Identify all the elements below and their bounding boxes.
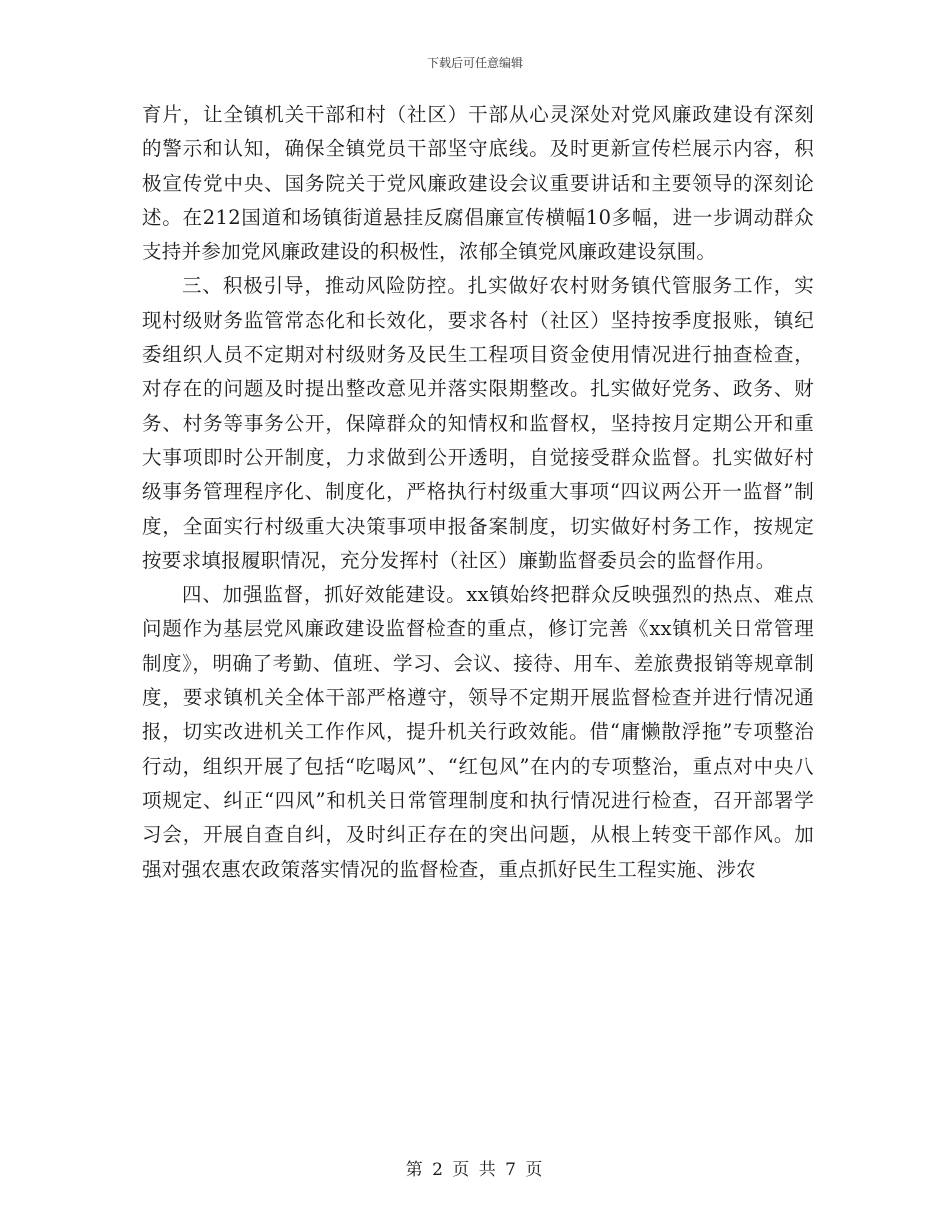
document-body	[142, 98, 814, 887]
paragraph-continuation: 育片，让全镇机关干部和村（社区）干部从心灵深处对党风廉政建设有深刻的警示和认知，确保全镇党员干部坚守底线。及时更新宣传栏展示内容，积极宣传党中央、国务院关于党风廉政建设会议重要讲话和主要领导的深刻论述。在212国道和场镇街道悬挂反腐倡廉宣传横幅10多幅，进一步调动群众支持并参加党风廉政建设的积极性，浓郁全镇党风廉政建设氛围。	[142, 103, 814, 264]
paragraph-section-three: 三、积极引导，推动风险防控。扎实做好农村财务镇代管服务工作，实现村级财务监管常态化和长效化，要求各村（社区）坚持按季度报账，镇纪委组织人员不定期对村级财务及民生工程项目资金使用情况进行抽查检查，对存在的问题及时提出整改意见并落实限期整改。扎实做好党务、政务、财务、村务等事务公开，保障群众的知情权和监督权，坚持按月定期公开和重大事项即时公开制度，力求做到公开透明，自觉接受群众监督。扎实做好村级事务管理程序化、制度化，严格执行村级重大事项“四议两公开一监督”制度，全面实行村级重大决策事项申报备案制度，切实做好村务工作，按规定按要求填报履职情况，充分发挥村（社区）廉勤监督委员会的监督作用。	[142, 274, 814, 572]
page-number: 第 2 页 共 7 页	[405, 1160, 545, 1180]
page-header: 下载后可任意编辑	[426, 56, 523, 70]
paragraph-section-four: 四、加强监督，抓好效能建设。xx镇始终把群众反映强烈的热点、难点问题作为基层党风廉政建设监督检查的重点，修订完善《xx镇机关日常管理制度》，明确了考勤、值班、学习、会议、接待、用车、差旅费报销等规章制度，要求镇机关全体干部严格遵守，领导不定期开展监督检查并进行情况通报，切实改进机关工作作风，提升机关行政效能。借“庸懒散浮拖”专项整治行动，组织开展了包括“吃喝风”、“红包风”在内的专项整治，重点对中央八项规定、纠正“四风”和机关日常管理制度和执行情况进行检查，召开部署学习会，开展自查自纠，及时纠正存在的突出问题，从根上转变干部作风。加强对强农惠农政策落实情况的监督检查，重点抓好民生工程实施、涉农	[142, 583, 814, 881]
